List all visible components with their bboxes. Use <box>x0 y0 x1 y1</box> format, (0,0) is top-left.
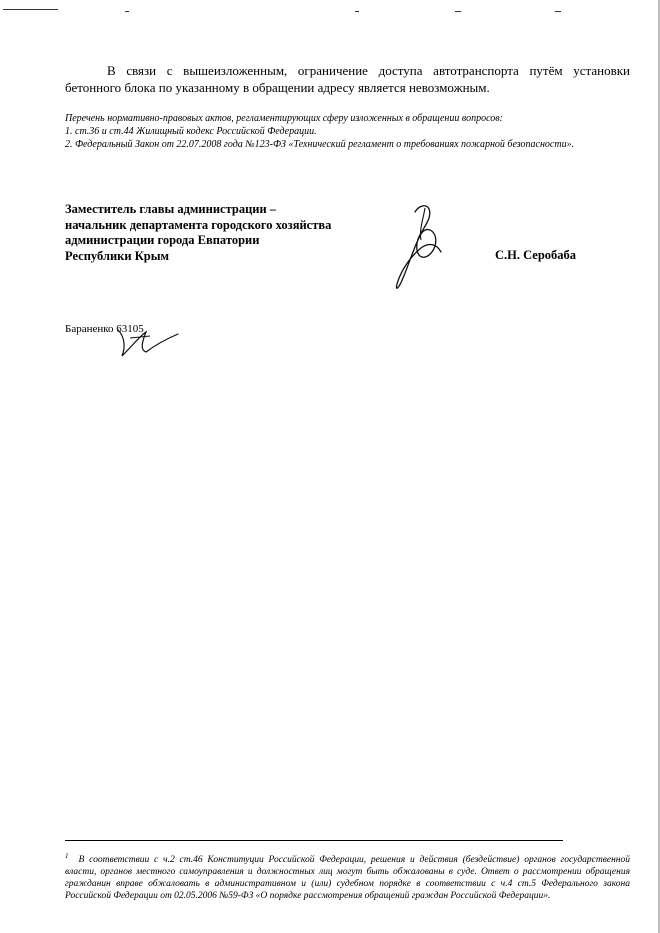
legal-acts-heading: Перечень нормативно-правовых актов, регламентирующих сферу изложенных в обращении вопросов: <box>65 113 503 124</box>
position-line: Республики Крым <box>65 248 169 263</box>
footnote-separator <box>65 840 563 841</box>
footnote-text: В соответствии с ч.2 ст.46 Конституции Российской Федерации, решения и действия (бездействие) органов государственной власти, органов местного самоуправления и должностных лиц могут быть обжалованы в суде. Ответ о рассмотрении обращения гражданин вправе обжаловать в административном и (или) судебном порядке в соответствии с ч.4 ст.5 Федерального закона Российской Федерации от 02.05.2006 №59-ФЗ «О порядке рассмотрения обращений граждан Российской Федерации». <box>65 855 630 902</box>
executor-signature <box>110 322 185 362</box>
position-line: администрации города Евпатории <box>65 233 260 247</box>
position-line: Заместитель главы администрации – <box>65 202 277 216</box>
handwritten-signature <box>385 200 455 295</box>
legal-act-item: 1. ст.36 и ст.44 Жилищный кодекс Российской Федерации. <box>65 126 317 137</box>
signatory-name: С.Н. Серобаба <box>495 248 577 262</box>
position-line: начальник департамента городского хозяйства <box>65 217 332 232</box>
legal-acts-list <box>65 112 630 151</box>
footnote-marker: 1 <box>65 852 69 860</box>
footnote <box>65 850 630 902</box>
signatory-position <box>65 202 365 264</box>
executor-note: Бараненко 63105 <box>65 323 144 335</box>
legal-act-item: 2. Федеральный Закон от 22.07.2008 года №123-ФЗ «Технический регламент о требованиях пожарной безопасности». <box>65 139 575 150</box>
scan-top-marks <box>0 0 660 14</box>
body-paragraph: В связи с вышеизложенным, ограничение доступа автотранспорта путём установки бетонного блока по указанному в обращении адресу является невозможным. <box>65 63 630 95</box>
